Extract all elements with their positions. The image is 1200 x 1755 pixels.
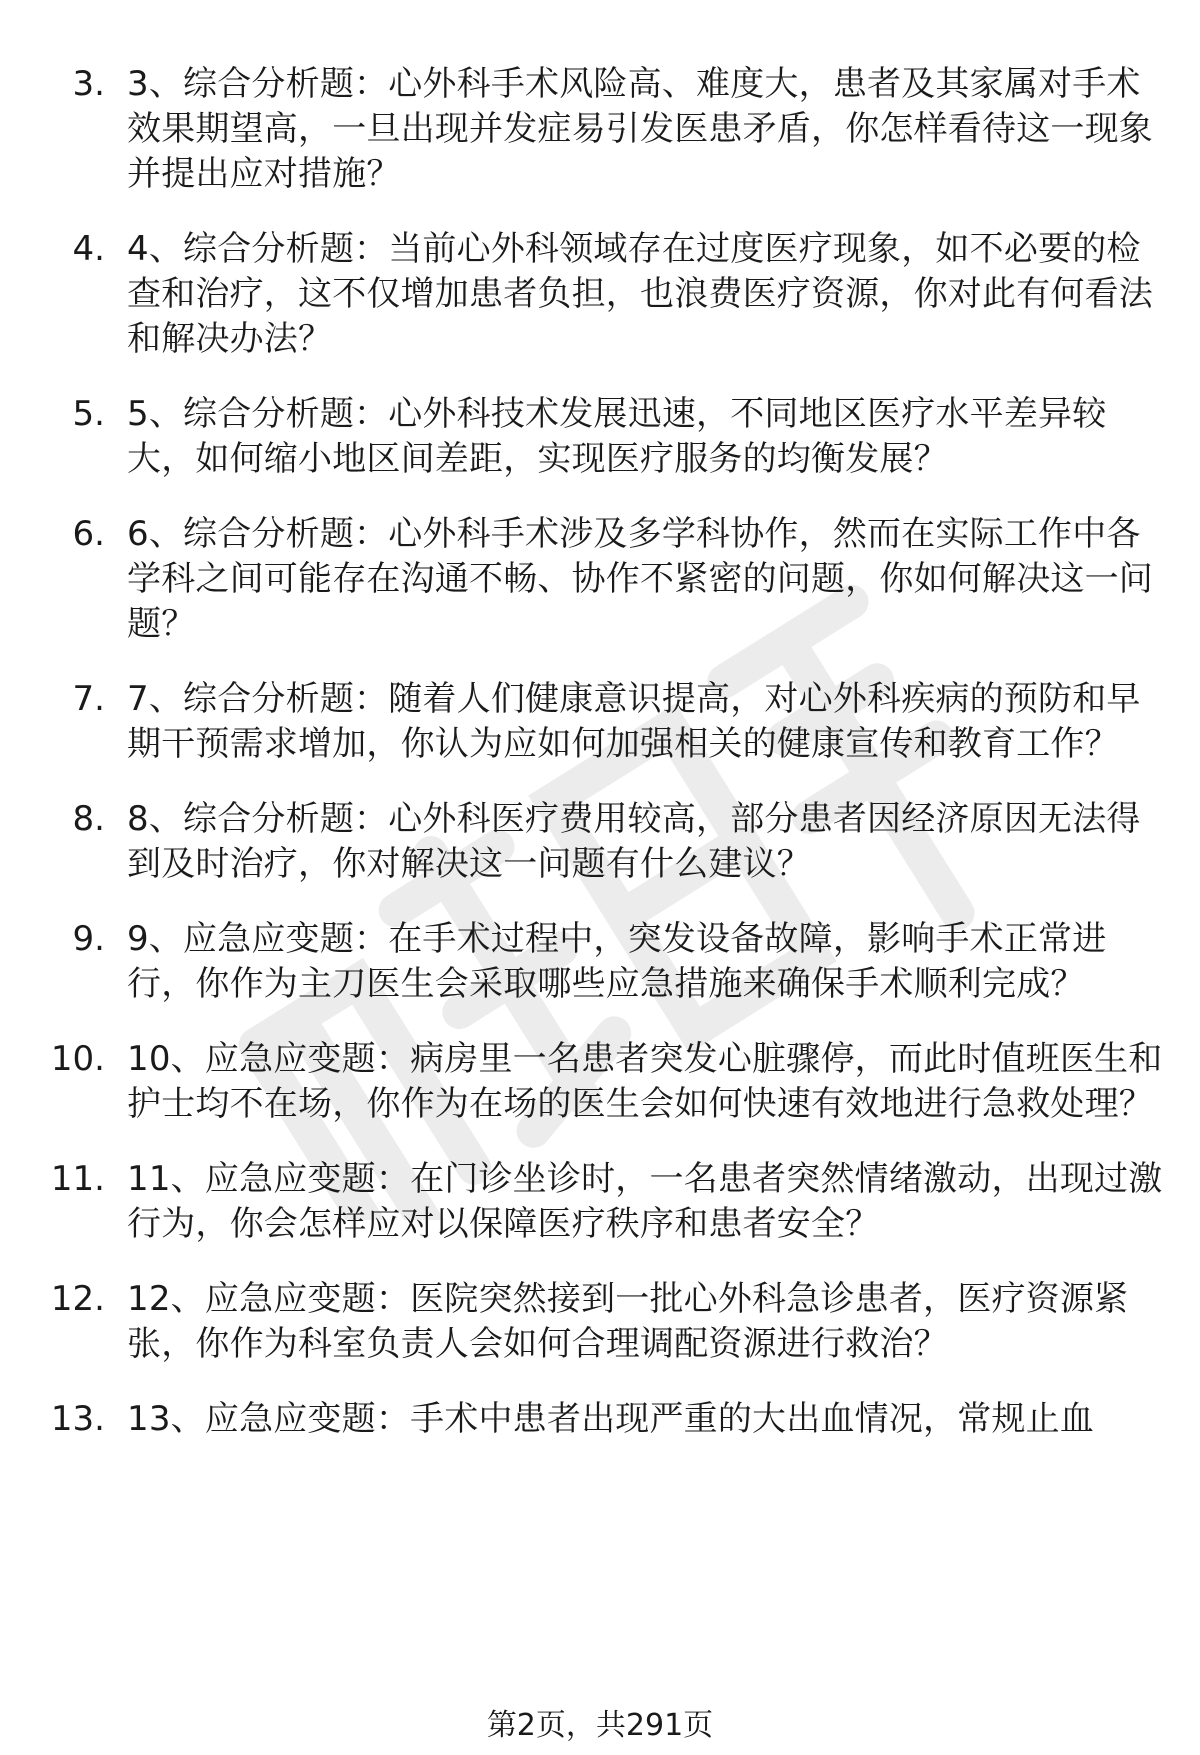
list-item <box>0 1157 1200 1247</box>
item-text: 8、综合分析题：心外科医疗费用较高，部分患者因经济原因无法得到及时治疗，你对解决这一问题有什么建议？ <box>127 799 1141 884</box>
item-text: 3、综合分析题：心外科手术风险高、难度大，患者及其家属对手术效果期望高，一旦出现并发症易引发医患矛盾，你怎样看待这一现象并提出应对措施？ <box>127 64 1153 194</box>
list-item <box>0 1397 1200 1442</box>
item-number: 12. <box>50 1279 105 1319</box>
list-item <box>0 227 1200 362</box>
question-list <box>0 62 1200 1472</box>
item-number: 13. <box>50 1399 105 1439</box>
item-text: 10、应急应变题：病房里一名患者突发心脏骤停，而此时值班医生和护士均不在场，你作为在场的医生会如何快速有效地进行急救处理？ <box>127 1039 1163 1124</box>
page-footer: 第2页，共291页 <box>486 1708 714 1743</box>
item-number: 9. <box>72 919 105 959</box>
item-number: 7. <box>72 679 105 719</box>
item-number: 4. <box>72 229 105 269</box>
list-item <box>0 797 1200 887</box>
list-item <box>0 1037 1200 1127</box>
item-text: 13、应急应变题：手术中患者出现严重的大出血情况，常规止血 <box>127 1399 1095 1439</box>
item-number: 10. <box>50 1039 105 1079</box>
item-text: 7、综合分析题：随着人们健康意识提高，对心外科疾病的预防和早期干预需求增加，你认为应如何加强相关的健康宣传和教育工作？ <box>127 679 1141 764</box>
item-number: 8. <box>72 799 105 839</box>
list-item <box>0 1277 1200 1367</box>
list-item <box>0 677 1200 767</box>
item-number: 6. <box>72 514 105 554</box>
item-number: 3. <box>72 64 105 104</box>
item-text: 4、综合分析题：当前心外科领域存在过度医疗现象，如不必要的检查和治疗，这不仅增加患者负担，也浪费医疗资源，你对此有何看法和解决办法？ <box>127 229 1153 359</box>
item-text: 6、综合分析题：心外科手术涉及多学科协作，然而在实际工作中各学科之间可能存在沟通不畅、协作不紧密的问题，你如何解决这一问题？ <box>127 514 1153 644</box>
list-item <box>0 512 1200 647</box>
item-text: 9、应急应变题：在手术过程中，突发设备故障，影响手术正常进行，你作为主刀医生会采取哪些应急措施来确保手术顺利完成？ <box>127 919 1107 1004</box>
list-item <box>0 62 1200 197</box>
item-number: 11. <box>50 1159 105 1199</box>
list-item <box>0 392 1200 482</box>
item-text: 11、应急应变题：在门诊坐诊时，一名患者突然情绪激动，出现过激行为，你会怎样应对以保障医疗秩序和患者安全？ <box>127 1159 1163 1244</box>
list-item <box>0 917 1200 1007</box>
item-text: 12、应急应变题：医院突然接到一批心外科急诊患者，医疗资源紧张，你作为科室负责人会如何合理调配资源进行救治？ <box>127 1279 1129 1364</box>
item-text: 5、综合分析题：心外科技术发展迅速，不同地区医疗水平差异较大，如何缩小地区间差距，实现医疗服务的均衡发展？ <box>127 394 1107 479</box>
item-number: 5. <box>72 394 105 434</box>
